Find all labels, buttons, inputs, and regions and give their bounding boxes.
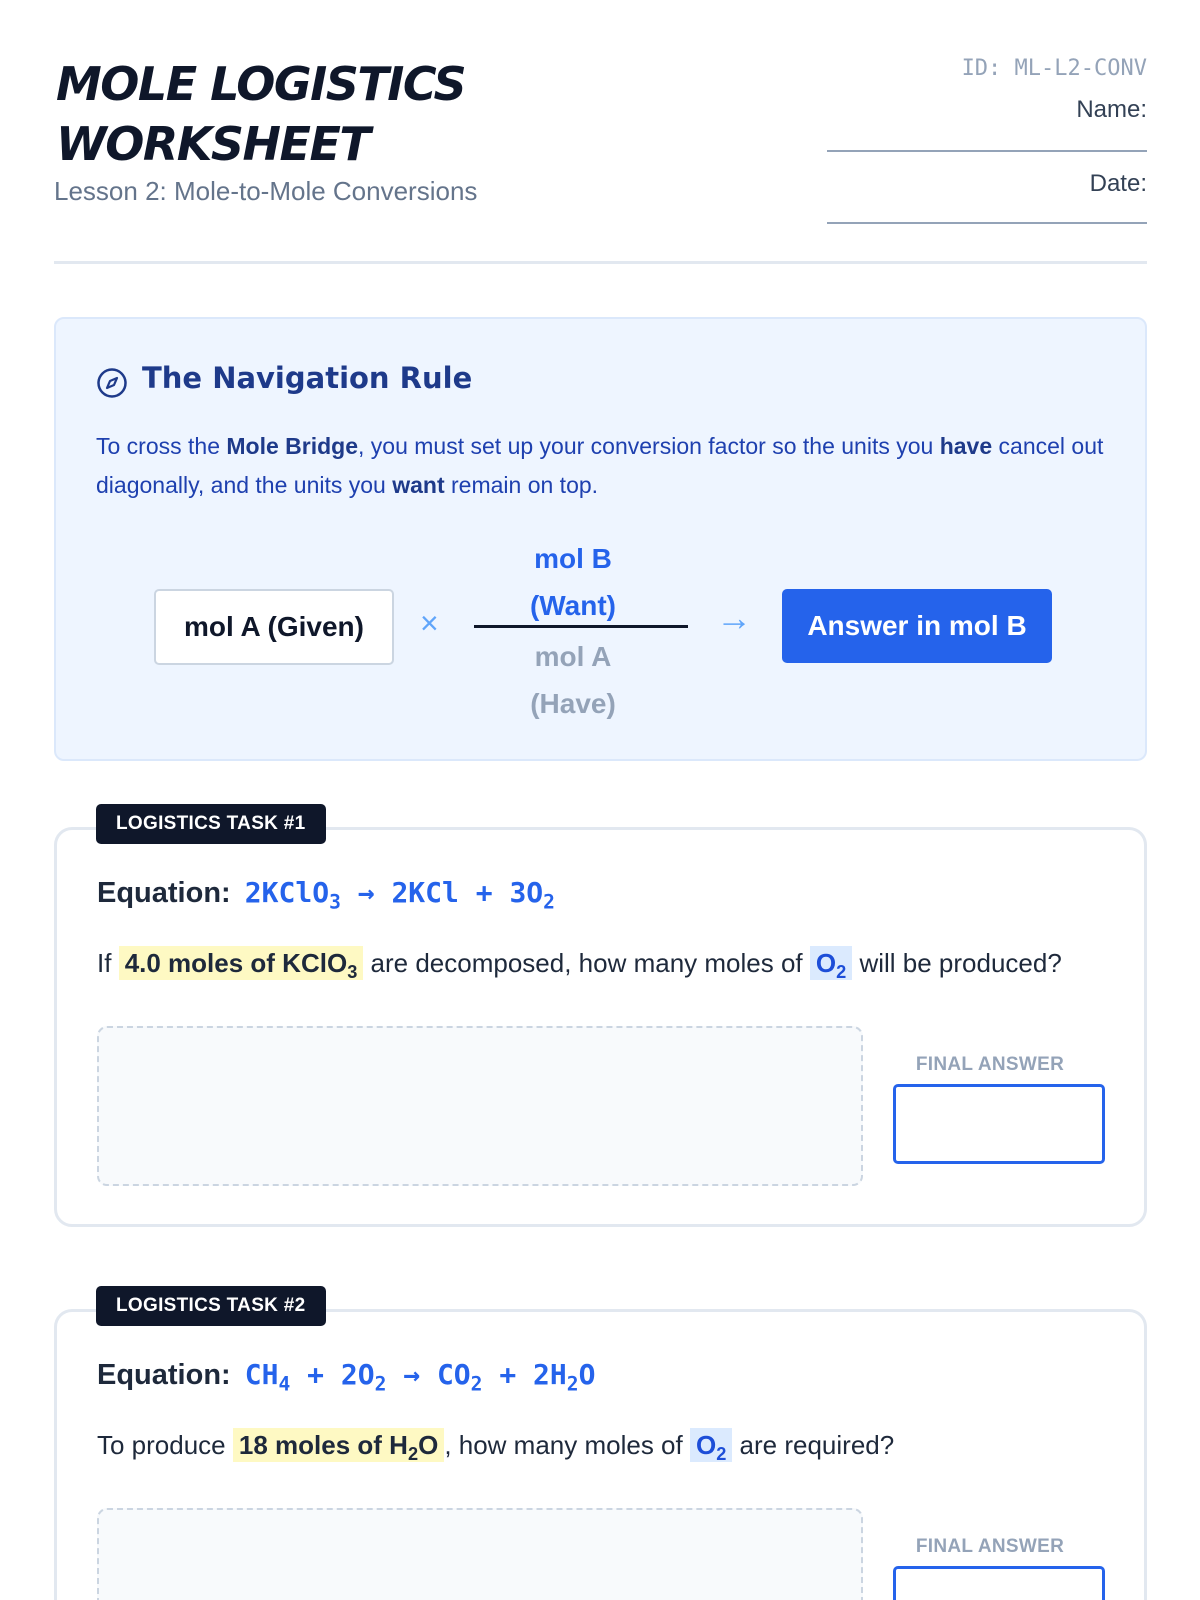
compass-icon bbox=[96, 367, 128, 399]
given-box: mol A (Given) bbox=[154, 589, 394, 665]
fraction-numerator: mol B (Want) bbox=[529, 543, 617, 621]
task-question: To produce 18 moles of $H_2O$ , how many moles of $O_2$ are required? bbox=[97, 1430, 895, 1465]
date-field[interactable] bbox=[827, 222, 1147, 224]
task-equation: Equation: 2KClO$_3$ → $2KCl + 3O_2$ bbox=[97, 876, 555, 914]
lesson-subtitle: Lesson 2: Mole-to-Mole Conversions bbox=[54, 176, 478, 206]
task-card-1 bbox=[54, 827, 1147, 1227]
arrow-right-icon: → bbox=[716, 597, 752, 638]
date-label: Date: bbox=[1089, 170, 1147, 197]
rule-title: The Navigation Rule bbox=[142, 361, 473, 395]
final-answer-input[interactable] bbox=[893, 1084, 1105, 1164]
task-badge-1: LOGISTICS TASK #1 bbox=[96, 804, 326, 844]
multiply-symbol: × bbox=[420, 605, 439, 641]
rule-description: To cross the Mole Bridge, you must set up your conversion factor so the units you have cancel out diagonally, and the units you want remain on top. bbox=[96, 433, 1104, 498]
task-question: If 4.0 moles of KClO$_3$ are decomposed, how many moles of $O_2$ will be produced? bbox=[97, 948, 1062, 983]
answer-box: Answer in mol B bbox=[782, 589, 1052, 663]
name-field[interactable] bbox=[827, 150, 1147, 152]
fraction-denominator: mol A (Have) bbox=[530, 641, 616, 719]
work-area[interactable] bbox=[97, 1508, 863, 1600]
fraction-bar bbox=[474, 625, 688, 628]
document-id: ID: ML-L2-CONV bbox=[961, 56, 1147, 81]
final-answer-label: FINAL ANSWER bbox=[915, 1054, 1065, 1075]
task-card-2 bbox=[54, 1309, 1147, 1600]
name-label: Name: bbox=[1076, 96, 1147, 123]
work-area[interactable] bbox=[97, 1026, 863, 1186]
final-answer-input[interactable] bbox=[893, 1566, 1105, 1600]
task-equation: Equation: $CH_4 + 2O_2 \to CO_2 + 2H_2O$ bbox=[97, 1358, 596, 1396]
worksheet-header bbox=[54, 0, 1147, 264]
task-badge-2: LOGISTICS TASK #2 bbox=[96, 1286, 326, 1326]
navigation-rule-panel bbox=[54, 317, 1147, 761]
final-answer-label: FINAL ANSWER bbox=[915, 1536, 1065, 1557]
page-title: MOLE LOGISTICS WORKSHEET bbox=[56, 57, 466, 171]
